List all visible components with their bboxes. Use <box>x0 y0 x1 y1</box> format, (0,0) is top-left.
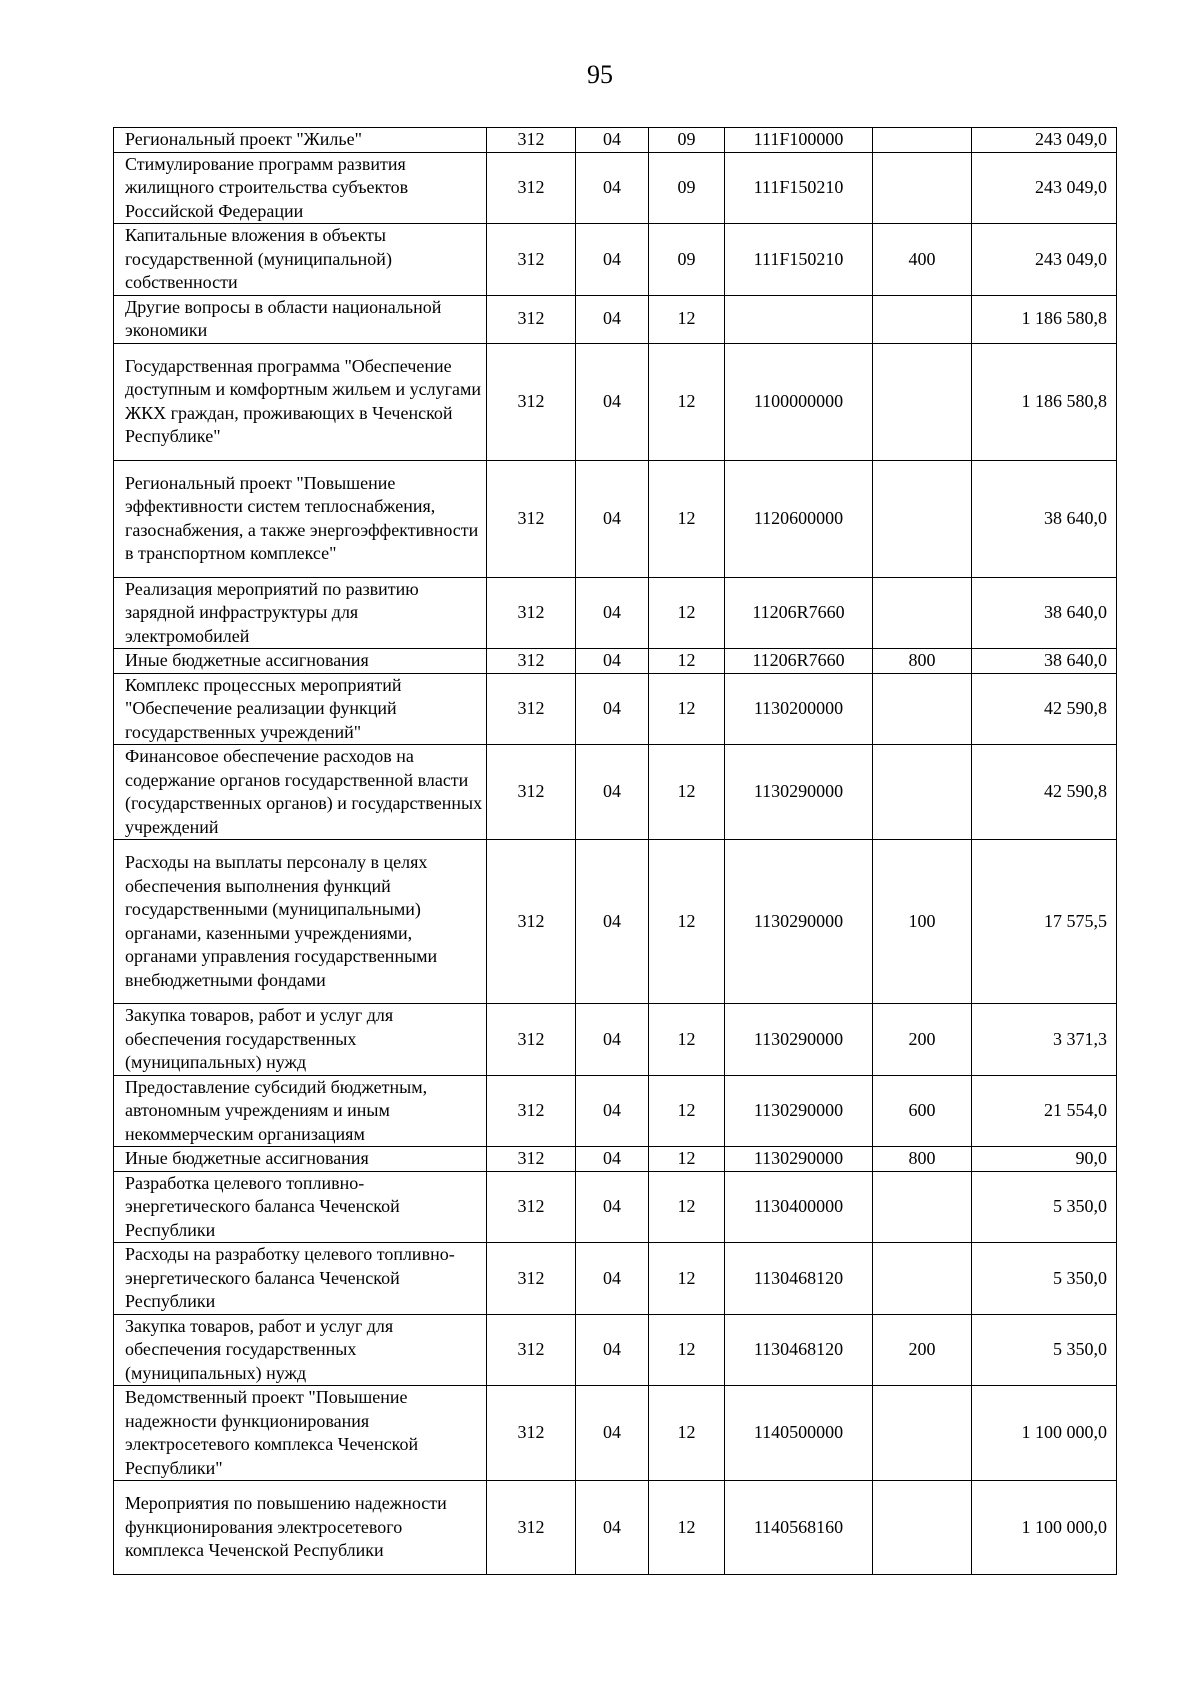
row-subsection-code: 12 <box>649 745 725 840</box>
row-ministry-code: 312 <box>487 343 576 460</box>
row-amount: 5 350,0 <box>972 1243 1117 1315</box>
table-row <box>114 1075 1117 1147</box>
row-section-code: 04 <box>576 1481 649 1575</box>
row-section-code: 04 <box>576 1386 649 1481</box>
row-amount: 17 575,5 <box>972 840 1117 1004</box>
row-expense-type: 400 <box>873 224 972 296</box>
table-row <box>114 1386 1117 1481</box>
row-subsection-code: 12 <box>649 577 725 649</box>
row-expense-type <box>873 745 972 840</box>
row-ministry-code: 312 <box>487 745 576 840</box>
row-target-article: 1130400000 <box>725 1171 873 1243</box>
row-section-code: 04 <box>576 460 649 577</box>
row-ministry-code: 312 <box>487 1171 576 1243</box>
table-row <box>114 295 1117 343</box>
row-target-article <box>725 295 873 343</box>
row-ministry-code: 312 <box>487 1386 576 1481</box>
row-ministry-code: 312 <box>487 460 576 577</box>
row-amount: 38 640,0 <box>972 460 1117 577</box>
row-expense-type <box>873 673 972 745</box>
row-section-code: 04 <box>576 1004 649 1076</box>
row-expense-type <box>873 1386 972 1481</box>
row-target-article: 1130290000 <box>725 1004 873 1076</box>
row-expense-type <box>873 1481 972 1575</box>
row-amount: 3 371,3 <box>972 1004 1117 1076</box>
row-ministry-code: 312 <box>487 1147 576 1172</box>
row-subsection-code: 12 <box>649 1075 725 1147</box>
row-subsection-code: 09 <box>649 152 725 224</box>
row-section-code: 04 <box>576 673 649 745</box>
row-name: Расходы на выплаты персоналу в целях обеспечения выполнения функций государственными (муниципальными) органами, казенными учреждениями, органами управления государственными внебюджетными фондами <box>114 840 487 1004</box>
row-ministry-code: 312 <box>487 577 576 649</box>
row-section-code: 04 <box>576 1147 649 1172</box>
row-ministry-code: 312 <box>487 1243 576 1315</box>
row-expense-type: 800 <box>873 1147 972 1172</box>
row-name: Региональный проект "Повышение эффективности систем теплоснабжения, газоснабжения, а также энергоэффективности в транспортном комплексе" <box>114 460 487 577</box>
row-amount: 42 590,8 <box>972 673 1117 745</box>
row-amount: 5 350,0 <box>972 1171 1117 1243</box>
row-name: Ведомственный проект "Повышение надежности функционирования электросетевого комплекса Чеченской Республики" <box>114 1386 487 1481</box>
row-section-code: 04 <box>576 1314 649 1386</box>
row-name: Региональный проект "Жилье" <box>114 128 487 153</box>
row-name: Разработка целевого топливно-энергетического баланса Чеченской Республики <box>114 1171 487 1243</box>
row-name: Стимулирование программ развития жилищного строительства субъектов Российской Федерации <box>114 152 487 224</box>
row-section-code: 04 <box>576 577 649 649</box>
row-section-code: 04 <box>576 1243 649 1315</box>
row-subsection-code: 12 <box>649 1386 725 1481</box>
table-body <box>114 128 1117 1575</box>
row-expense-type <box>873 343 972 460</box>
row-ministry-code: 312 <box>487 840 576 1004</box>
row-subsection-code: 12 <box>649 673 725 745</box>
row-name: Предоставление субсидий бюджетным, автономным учреждениям и иным некоммерческим организациям <box>114 1075 487 1147</box>
row-amount: 1 186 580,8 <box>972 343 1117 460</box>
row-ministry-code: 312 <box>487 152 576 224</box>
row-name: Комплекс процессных мероприятий "Обеспечение реализации функций государственных учреждений" <box>114 673 487 745</box>
row-target-article: 1120600000 <box>725 460 873 577</box>
row-target-article: 1140568160 <box>725 1481 873 1575</box>
table-row <box>114 840 1117 1004</box>
row-amount: 42 590,8 <box>972 745 1117 840</box>
row-target-article: 111F100000 <box>725 128 873 153</box>
row-name: Закупка товаров, работ и услуг для обеспечения государственных (муниципальных) нужд <box>114 1004 487 1076</box>
row-expense-type <box>873 128 972 153</box>
row-expense-type: 600 <box>873 1075 972 1147</box>
row-amount: 1 186 580,8 <box>972 295 1117 343</box>
row-amount: 38 640,0 <box>972 649 1117 674</box>
row-amount: 1 100 000,0 <box>972 1481 1117 1575</box>
table-row <box>114 460 1117 577</box>
table-row <box>114 1147 1117 1172</box>
row-subsection-code: 12 <box>649 1481 725 1575</box>
row-target-article: 1130290000 <box>725 1147 873 1172</box>
table-row <box>114 1481 1117 1575</box>
row-amount: 5 350,0 <box>972 1314 1117 1386</box>
row-expense-type: 200 <box>873 1004 972 1076</box>
row-section-code: 04 <box>576 840 649 1004</box>
row-amount: 243 049,0 <box>972 152 1117 224</box>
row-section-code: 04 <box>576 295 649 343</box>
row-name: Иные бюджетные ассигнования <box>114 1147 487 1172</box>
row-target-article: 111F150210 <box>725 224 873 296</box>
page-number: 95 <box>587 60 613 89</box>
table-row <box>114 224 1117 296</box>
table-row <box>114 649 1117 674</box>
row-section-code: 04 <box>576 224 649 296</box>
table-row <box>114 343 1117 460</box>
row-ministry-code: 312 <box>487 128 576 153</box>
table-row <box>114 128 1117 153</box>
row-ministry-code: 312 <box>487 649 576 674</box>
row-expense-type <box>873 577 972 649</box>
row-subsection-code: 12 <box>649 1004 725 1076</box>
row-expense-type <box>873 295 972 343</box>
row-ministry-code: 312 <box>487 1481 576 1575</box>
row-name: Иные бюджетные ассигнования <box>114 649 487 674</box>
row-target-article: 1130290000 <box>725 745 873 840</box>
row-subsection-code: 12 <box>649 1243 725 1315</box>
row-subsection-code: 12 <box>649 460 725 577</box>
row-name: Финансовое обеспечение расходов на содержание органов государственной власти (государственных органов) и государственных учреждений <box>114 745 487 840</box>
row-name: Закупка товаров, работ и услуг для обеспечения государственных (муниципальных) нужд <box>114 1314 487 1386</box>
row-target-article: 11206R7660 <box>725 649 873 674</box>
row-subsection-code: 12 <box>649 343 725 460</box>
row-name: Другие вопросы в области национальной экономики <box>114 295 487 343</box>
row-target-article: 11206R7660 <box>725 577 873 649</box>
table-row <box>114 1314 1117 1386</box>
row-amount: 38 640,0 <box>972 577 1117 649</box>
row-target-article: 1130290000 <box>725 1075 873 1147</box>
row-expense-type: 200 <box>873 1314 972 1386</box>
row-target-article: 1100000000 <box>725 343 873 460</box>
row-expense-type <box>873 460 972 577</box>
row-name: Капитальные вложения в объекты государственной (муниципальной) собственности <box>114 224 487 296</box>
table-row <box>114 745 1117 840</box>
row-target-article: 1130468120 <box>725 1314 873 1386</box>
row-expense-type <box>873 152 972 224</box>
table-row <box>114 577 1117 649</box>
row-subsection-code: 09 <box>649 128 725 153</box>
row-ministry-code: 312 <box>487 1075 576 1147</box>
row-amount: 21 554,0 <box>972 1075 1117 1147</box>
row-section-code: 04 <box>576 745 649 840</box>
row-name: Реализация мероприятий по развитию зарядной инфраструктуры для электромобилей <box>114 577 487 649</box>
row-subsection-code: 12 <box>649 295 725 343</box>
budget-table <box>113 127 1117 1575</box>
row-section-code: 04 <box>576 1075 649 1147</box>
row-section-code: 04 <box>576 343 649 460</box>
row-ministry-code: 312 <box>487 224 576 296</box>
row-name: Расходы на разработку целевого топливно-энергетического баланса Чеченской Республики <box>114 1243 487 1315</box>
table-row <box>114 673 1117 745</box>
row-subsection-code: 12 <box>649 1171 725 1243</box>
row-subsection-code: 12 <box>649 840 725 1004</box>
row-expense-type: 100 <box>873 840 972 1004</box>
row-expense-type: 800 <box>873 649 972 674</box>
row-section-code: 04 <box>576 152 649 224</box>
row-amount: 1 100 000,0 <box>972 1386 1117 1481</box>
row-target-article: 111F150210 <box>725 152 873 224</box>
row-amount: 90,0 <box>972 1147 1117 1172</box>
row-expense-type <box>873 1243 972 1315</box>
row-ministry-code: 312 <box>487 673 576 745</box>
table-row <box>114 152 1117 224</box>
row-subsection-code: 12 <box>649 1147 725 1172</box>
row-section-code: 04 <box>576 128 649 153</box>
row-subsection-code: 09 <box>649 224 725 296</box>
table-row <box>114 1243 1117 1315</box>
row-subsection-code: 12 <box>649 1314 725 1386</box>
row-section-code: 04 <box>576 649 649 674</box>
row-target-article: 1130200000 <box>725 673 873 745</box>
row-target-article: 1130290000 <box>725 840 873 1004</box>
row-subsection-code: 12 <box>649 649 725 674</box>
row-amount: 243 049,0 <box>972 128 1117 153</box>
row-ministry-code: 312 <box>487 295 576 343</box>
row-ministry-code: 312 <box>487 1314 576 1386</box>
row-target-article: 1140500000 <box>725 1386 873 1481</box>
row-expense-type <box>873 1171 972 1243</box>
row-section-code: 04 <box>576 1171 649 1243</box>
row-target-article: 1130468120 <box>725 1243 873 1315</box>
table-row <box>114 1004 1117 1076</box>
row-name: Государственная программа "Обеспечение доступным и комфортным жильем и услугами ЖКХ граждан, проживающих в Чеченской Республике" <box>114 343 487 460</box>
row-ministry-code: 312 <box>487 1004 576 1076</box>
table-row <box>114 1171 1117 1243</box>
row-amount: 243 049,0 <box>972 224 1117 296</box>
row-name: Мероприятия по повышению надежности функционирования электросетевого комплекса Чеченской Республики <box>114 1481 487 1575</box>
